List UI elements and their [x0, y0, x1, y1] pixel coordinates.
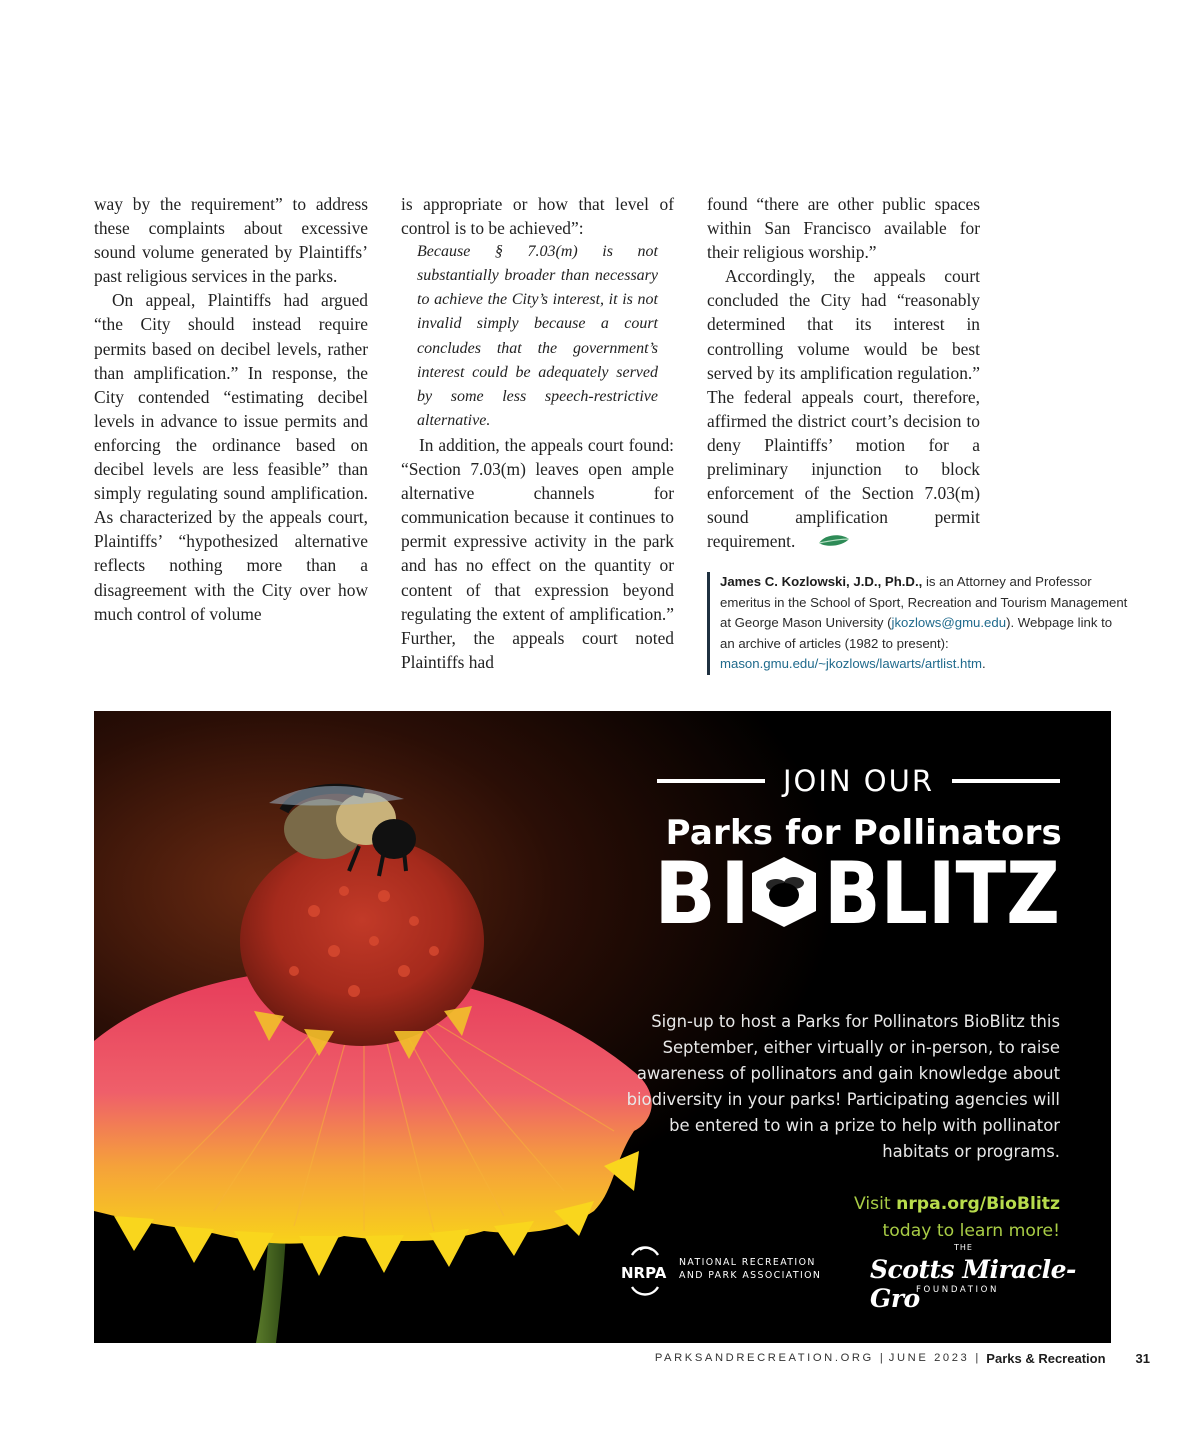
nrpa-name: [679, 1256, 821, 1282]
scotts-foundation: FOUNDATION: [916, 1285, 1000, 1295]
svg-text:B: B: [654, 844, 716, 944]
bioblitz-advertisement: [94, 711, 1111, 1343]
divider: [952, 779, 1060, 783]
article-column-1: [94, 192, 368, 626]
leaf-icon: [799, 531, 851, 555]
article-column-3: [707, 192, 980, 555]
nrpa-line-2: AND PARK ASSOCIATION: [679, 1270, 822, 1281]
cta-suffix: today to learn more!: [882, 1221, 1060, 1241]
paragraph-text: Accordingly, the appeals court concluded the City had “reasonably determined that its interest in controlling volume would be best served by its amplification regulation.” The federal appeals court, therefore, affirmed the district court’s decision to deny Plaintiffs’ motion for a preliminary injunction to block enforcement of the Section 7.03(m) sound amplification permit requirement.: [707, 266, 980, 552]
paragraph: way by the requirement” to address these complaints about excessive sound volume generated by Plaintiffs’ past religious services in the parks.: [94, 194, 368, 287]
ad-body-text: Sign-up to host a Parks for Pollinators BioBlitz this September, either virtually or in-person, to raise awareness of pollinators and gain knowledge about biodiversity in your parks! Participating agencies will be entered to win a prize to help with pollinator habitats or programs.: [626, 1012, 1060, 1161]
paragraph: [707, 264, 980, 555]
divider: [657, 779, 765, 783]
footer-separator: |: [975, 1352, 979, 1364]
paragraph: On appeal, Plaintiffs had argued “the City should instead require permits based on decibel levels, rather than amplification.” In response, the City contended “estimating decibel levels in advance to issue permits and enforcing the ordinance based on decibel levels are less feasible” than simply regulating sound amplification. As characterized by the appeals court, Plaintiffs’ “hypothesized alternative reflects nothing more than a disagreement with the City over how much control of volume: [94, 290, 368, 624]
archive-link[interactable]: mason.gmu.edu/~jkozlows/lawarts/artlist.htm: [720, 656, 983, 671]
svg-text:BLITZ: BLITZ: [824, 844, 1060, 944]
page-footer: [640, 1348, 1150, 1368]
scotts-logo: Scotts Miracle-Gro: [870, 1255, 1076, 1313]
footer-site: PARKSANDRECREATION.ORG: [654, 1352, 874, 1364]
program-title: Parks for Pollinators: [665, 813, 1062, 853]
article-column-2: [401, 192, 674, 674]
magazine-title: Parks & Recreation: [986, 1350, 1106, 1366]
page-number: 31: [1135, 1350, 1150, 1366]
nrpa-abbreviation: NRPA: [621, 1264, 667, 1282]
join-label: JOIN OUR: [782, 764, 935, 798]
author-bio: [707, 572, 1130, 675]
paragraph: is appropriate or how that level of control is to be achieved”:: [401, 194, 674, 239]
nrpa-line-1: NATIONAL RECREATION: [679, 1257, 816, 1268]
cta-prefix: Visit: [853, 1194, 897, 1214]
bio-text: ). Webpage link to an archive of articles (1982 to present):: [720, 615, 1113, 651]
bio-text: .: [982, 656, 986, 671]
bioblitz-logo: [654, 844, 1062, 953]
author-name: James C. Kozlowski, J.D., Ph.D.,: [720, 574, 923, 589]
footer-date: JUNE 2023: [888, 1352, 970, 1364]
bio-text: is an Attorney and Professor emeritus in the School of Sport, Recreation and Tourism Management at George Mason University (: [720, 574, 1128, 630]
paragraph: found “there are other public spaces within San Francisco available for their religious worship.”: [707, 194, 980, 263]
scotts-the: THE: [954, 1243, 973, 1252]
footer-separator: |: [879, 1352, 883, 1364]
join-heading: [657, 761, 1060, 801]
svg-text:I: I: [720, 844, 750, 944]
author-email-link[interactable]: jkozlows@gmu.edu: [891, 615, 1007, 630]
block-quote: Because § 7.03(m) is not substantially broader than necessary to achieve the City’s interest, it is not invalid simply because a court concludes that the government’s interest could be adequately served by some less speech-restrictive alternative.: [417, 243, 658, 429]
paragraph: In addition, the appeals court found: “Section 7.03(m) leaves open ample alternative channels for communication because it continues to permit expressive activity in the park and has no effect on the quantity or content of that expression beyond regulating the extent of amplification.” Further, the appeals court noted Plaintiffs had: [401, 434, 674, 672]
bioblitz-link[interactable]: nrpa.org/BioBlitz: [896, 1194, 1060, 1214]
ad-call-to-action: [614, 1191, 1060, 1245]
